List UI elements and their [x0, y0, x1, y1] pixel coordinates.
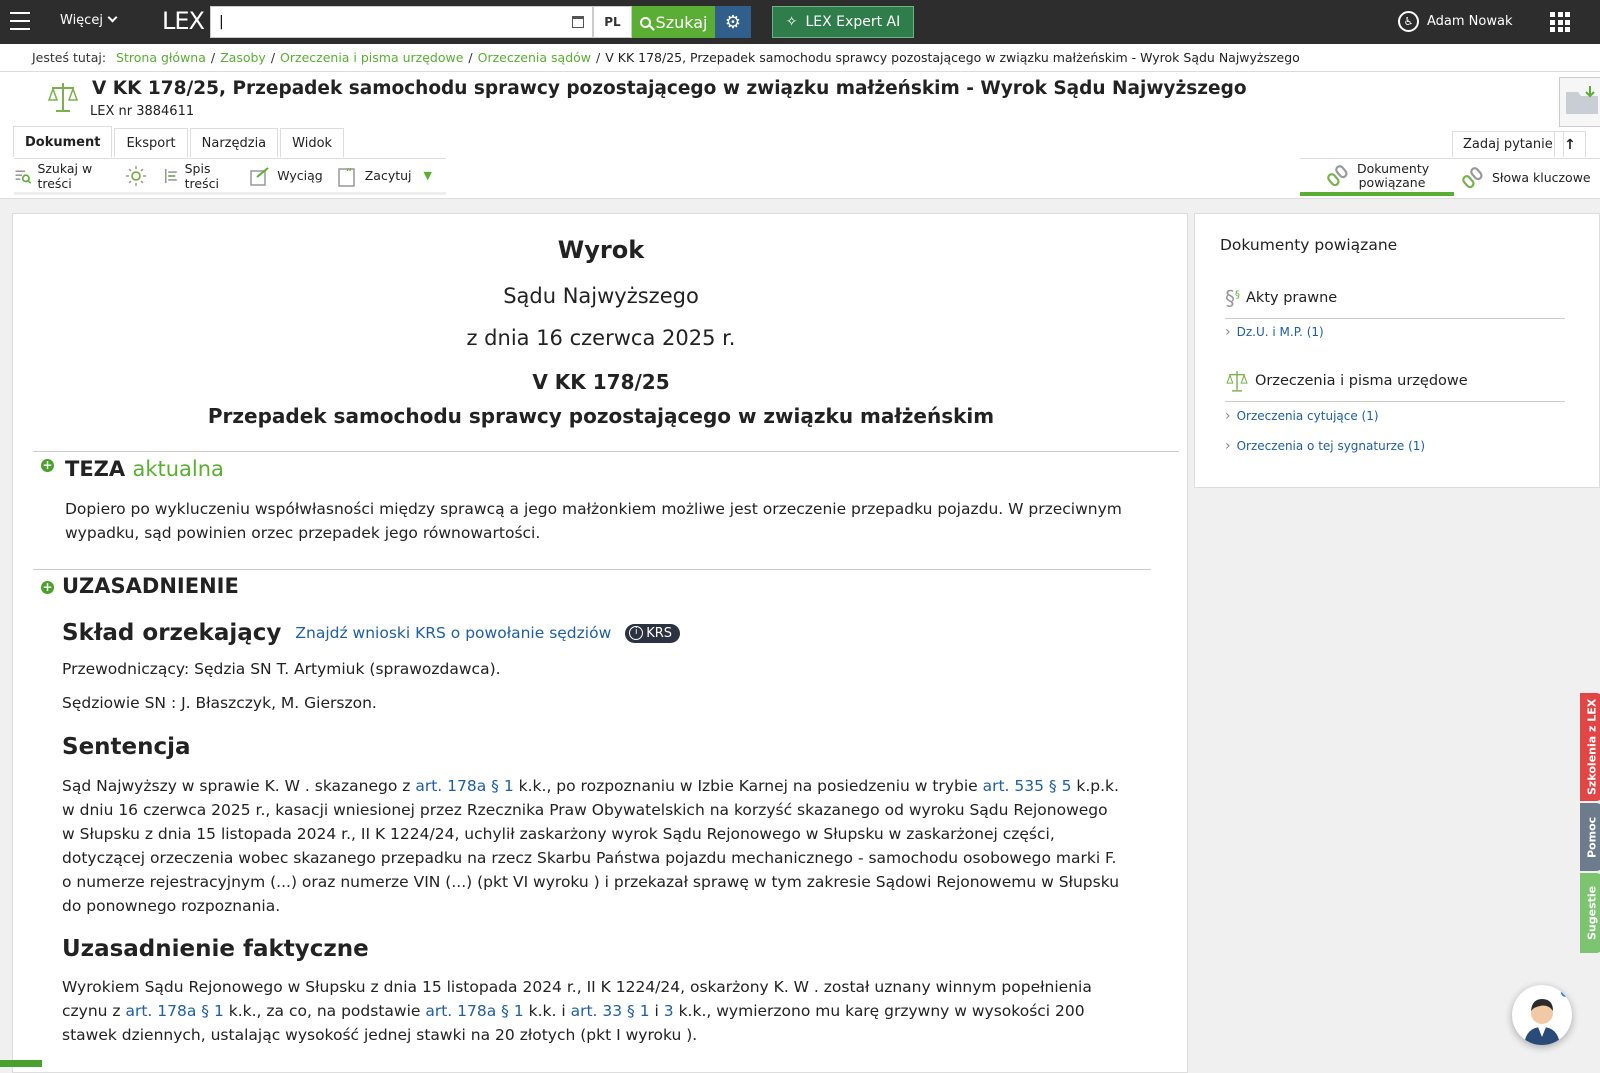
brightness-icon [125, 165, 147, 187]
justification-heading: UZASADNIENIE [62, 574, 239, 598]
thesis-heading [65, 457, 224, 481]
krs-badge-label: KRS [646, 625, 673, 641]
related-documents-label: Dokumenty powiązane [1357, 160, 1430, 190]
krs-badge[interactable] [625, 624, 680, 643]
menu-icon[interactable] [10, 12, 30, 30]
search-input[interactable] [211, 7, 561, 37]
extract-icon [249, 165, 271, 187]
sentence-text: Sąd Najwyższy w sprawie K. W . skazanego z art. 178a § 1 k.k., po rozpoznaniu w Izbie Karnej na posiedzeniu w trybie art. 535 § 5 k.p.k. w dniu 16 czerwca 2025 r., kasacji wniesionej przez Rzecznika Praw Obywatelskich na korzyść skazanego od wyroku Sądu Rejonowego w Słupsku z dnia 15 listopada 2024 r., II K 1224/24, uchylił zaskarżony wyrok Sądu Rejonowego w Słupsku w zaskarżonej części, dotyczącej orzeczenia wobec skazanego przepadku na rzecz Skarbu Państwa pojazdu mechanicznego - samochodu osobowego marki F. o numerze rejestracyjnym (...) oraz numerze VIN (...) (pkt VI wyroku ) i przekazał sprawę w tym zakresie Sądowi Rejonowemu w Słupsku do ponownego rozpoznania. [62, 777, 1120, 915]
tab-eksport[interactable]: Eksport [114, 128, 187, 157]
legal-acts-label: Akty prawne [1246, 290, 1338, 306]
scales-icon [48, 80, 78, 114]
document-title: V KK 178/25, Przepadek samochodu sprawcy pozostającego w związku małżeńskim - Wyrok Sądu Najwyższego [92, 78, 1247, 99]
ask-question-button[interactable]: Zadaj pytanie [1452, 131, 1564, 157]
top-bar [0, 0, 1600, 44]
chevron-down-icon[interactable]: ▼ [423, 169, 432, 182]
extract-button[interactable] [249, 165, 322, 187]
thesis-status: aktualna [132, 457, 224, 481]
judgments-label: Orzeczenia i pisma urzędowe [1255, 373, 1468, 389]
sparkle-icon: ✧ [785, 14, 798, 30]
breadcrumb-home[interactable]: Strona główna [116, 50, 206, 65]
breadcrumb-court-judgments[interactable]: Orzeczenia sądów [477, 50, 592, 65]
paragraph-icon: §§ [1225, 286, 1240, 310]
court-name: Sądu Najwyższego [503, 284, 699, 308]
more-menu[interactable] [60, 13, 116, 28]
sentence-heading: Sentencja [62, 734, 191, 760]
related-documents-panel [1194, 213, 1600, 488]
related-item[interactable]: › Dz.U. i M.P. (1) [1225, 324, 1324, 340]
user-menu[interactable] [1398, 11, 1512, 32]
search-box [210, 6, 593, 38]
assistant-avatar[interactable] [1512, 985, 1572, 1045]
judgment-heading: Wyrok [557, 236, 645, 264]
breadcrumb: Jesteś tutaj: Strona główna / Zasoby / Orzeczenia i pisma urzędowe / Orzeczenia sądów / V KK 178/25, Przepadek samochodu sprawcy pozostającego w związku małżeńskim - Wyrok Sądu Najwyższego [0, 44, 1600, 72]
bench-heading [62, 620, 680, 646]
link-icon [1327, 164, 1349, 188]
arrow-up-icon[interactable]: ↑ [1554, 131, 1586, 157]
search-button-label: Szukaj [655, 12, 708, 32]
related-documents-tab[interactable] [1300, 159, 1454, 196]
judgment-date: z dnia 16 czerwca 2025 r. [466, 326, 736, 350]
keywords-tab[interactable] [1454, 159, 1591, 196]
case-signature: V KK 178/25 [532, 370, 670, 394]
breadcrumb-current: V KK 178/25, Przepadek samochodu sprawcy pozostającego w związku małżeńskim - Wyrok Sądu Najwyższego [605, 50, 1300, 65]
legal-link[interactable]: art. 178a § 1 [415, 777, 514, 795]
info-icon: i [629, 626, 643, 640]
chevron-down-icon [107, 13, 117, 23]
presiding-judge: Przewodniczący: Sędzia SN T. Artymiuk (sprawozdawca). [62, 660, 501, 678]
thesis-label: TEZA [65, 457, 126, 481]
divider [33, 451, 1179, 452]
trainings-tab[interactable]: Szkolenia z LEX [1580, 693, 1600, 801]
related-item[interactable]: › Orzeczenia cytujące (1) [1225, 408, 1379, 424]
document-header [0, 72, 1600, 199]
user-name: Adam Nowak [1427, 14, 1513, 29]
thesis-text: Dopiero po wykluczeniu współwłasności między sprawcą a jego małżonkiem możliwe jest orzeczenie przepadku pojazdu. W przeciwnym wypadku, sąd powinien orzec przepadek jego równowartości. [65, 500, 1122, 542]
lex-expert-ai-button[interactable] [772, 6, 914, 38]
highlight-button[interactable] [125, 165, 147, 187]
judgments-section [1225, 369, 1565, 402]
case-subject: Przepadek samochodu sprawcy pozostającego w związku małżeńskim [207, 404, 995, 428]
suggestions-tab[interactable]: Sugestie [1580, 873, 1600, 953]
folder-icon[interactable] [1559, 77, 1600, 127]
divider [33, 569, 1151, 570]
related-panel-title: Dokumenty powiązane [1220, 236, 1398, 254]
accessibility-icon: ♿ [1398, 11, 1419, 32]
search-in-text-icon [14, 165, 31, 187]
document-content [12, 213, 1188, 1073]
legal-link[interactable]: 3 [663, 1002, 674, 1020]
factual-justification-heading: Uzasadnienie faktyczne [62, 936, 369, 962]
tab-dokument[interactable]: Dokument [13, 126, 112, 157]
scales-icon [1225, 369, 1249, 393]
legal-link[interactable]: art. 33 § 1 [570, 1002, 650, 1020]
search-in-content-button[interactable] [14, 161, 111, 191]
judges: Sędziowie SN : J. Błaszczyk, M. Gierszon. [62, 694, 377, 712]
bench-label: Skład orzekający [62, 620, 282, 646]
legal-link[interactable]: art. 178a § 1 [425, 1002, 524, 1020]
calendar-icon[interactable] [572, 16, 584, 28]
cite-button[interactable] [337, 165, 432, 187]
cite-label: Zacytuj [364, 168, 412, 183]
ai-button-label: LEX Expert AI [805, 14, 901, 30]
notification-dot [1561, 988, 1570, 997]
document-toolbar [14, 158, 446, 195]
krs-link[interactable]: Znajdź wnioski KRS o powołanie sędziów [295, 624, 612, 642]
related-toolbar [1300, 158, 1600, 195]
tab-narzedzia[interactable]: Narzędzia [190, 128, 279, 157]
breadcrumb-label: Jesteś tutaj: [32, 50, 107, 65]
toc-label: Spis treści [184, 160, 219, 191]
help-tab[interactable]: Pomoc [1580, 803, 1600, 871]
expand-icon[interactable]: + [42, 580, 53, 594]
legal-link[interactable]: art. 535 § 5 [982, 777, 1072, 795]
quote-icon [337, 165, 359, 187]
extract-label: Wyciąg [277, 168, 323, 183]
lex-number: LEX nr 3884611 [90, 104, 195, 119]
more-label: Więcej [60, 13, 103, 28]
language-button[interactable]: PL [593, 6, 632, 38]
apps-grid-icon[interactable] [1550, 12, 1570, 32]
related-item[interactable]: › Orzeczenia o tej sygnaturze (1) [1225, 438, 1425, 454]
legal-acts-section [1225, 286, 1565, 319]
tab-widok[interactable]: Widok [280, 128, 344, 157]
breadcrumb-resources[interactable]: Zasoby [220, 50, 266, 65]
svg-text:“: “ [345, 165, 352, 180]
table-of-contents-button[interactable] [161, 161, 235, 191]
search-button[interactable] [632, 6, 715, 38]
breadcrumb-judgments[interactable]: Orzeczenia i pisma urzędowe [280, 50, 464, 65]
legal-link[interactable]: art. 178a § 1 [125, 1002, 224, 1020]
search-icon [640, 17, 651, 28]
toc-icon [161, 165, 178, 187]
expand-icon[interactable]: + [42, 458, 53, 472]
status-bar [0, 1060, 42, 1067]
link-icon [1462, 166, 1484, 190]
document-tabs [13, 128, 346, 157]
advanced-search-icon[interactable]: ⚙ [715, 6, 751, 38]
search-in-content-label: Szukaj w treści [37, 160, 93, 191]
factual-justification-text: Wyrokiem Sądu Rejonowego w Słupsku z dnia 15 listopada 2024 r., II K 1224/24, oskarżony K. W . został uznany winnym popełnienia czynu z art. 178a § 1 k.k., za co, na podstawie art. 178a § 1 k.k. i art. 33 § 1 i 3 k.k., wymierzono mu karę grzywny w wysokości 200 stawek dziennych, ustalając wysokość jednej stawki na 20 złotych (pkt I wyroku ). [62, 978, 1092, 1044]
keywords-label: Słowa kluczowe [1492, 170, 1591, 185]
lex-logo[interactable]: LEX [162, 7, 204, 35]
